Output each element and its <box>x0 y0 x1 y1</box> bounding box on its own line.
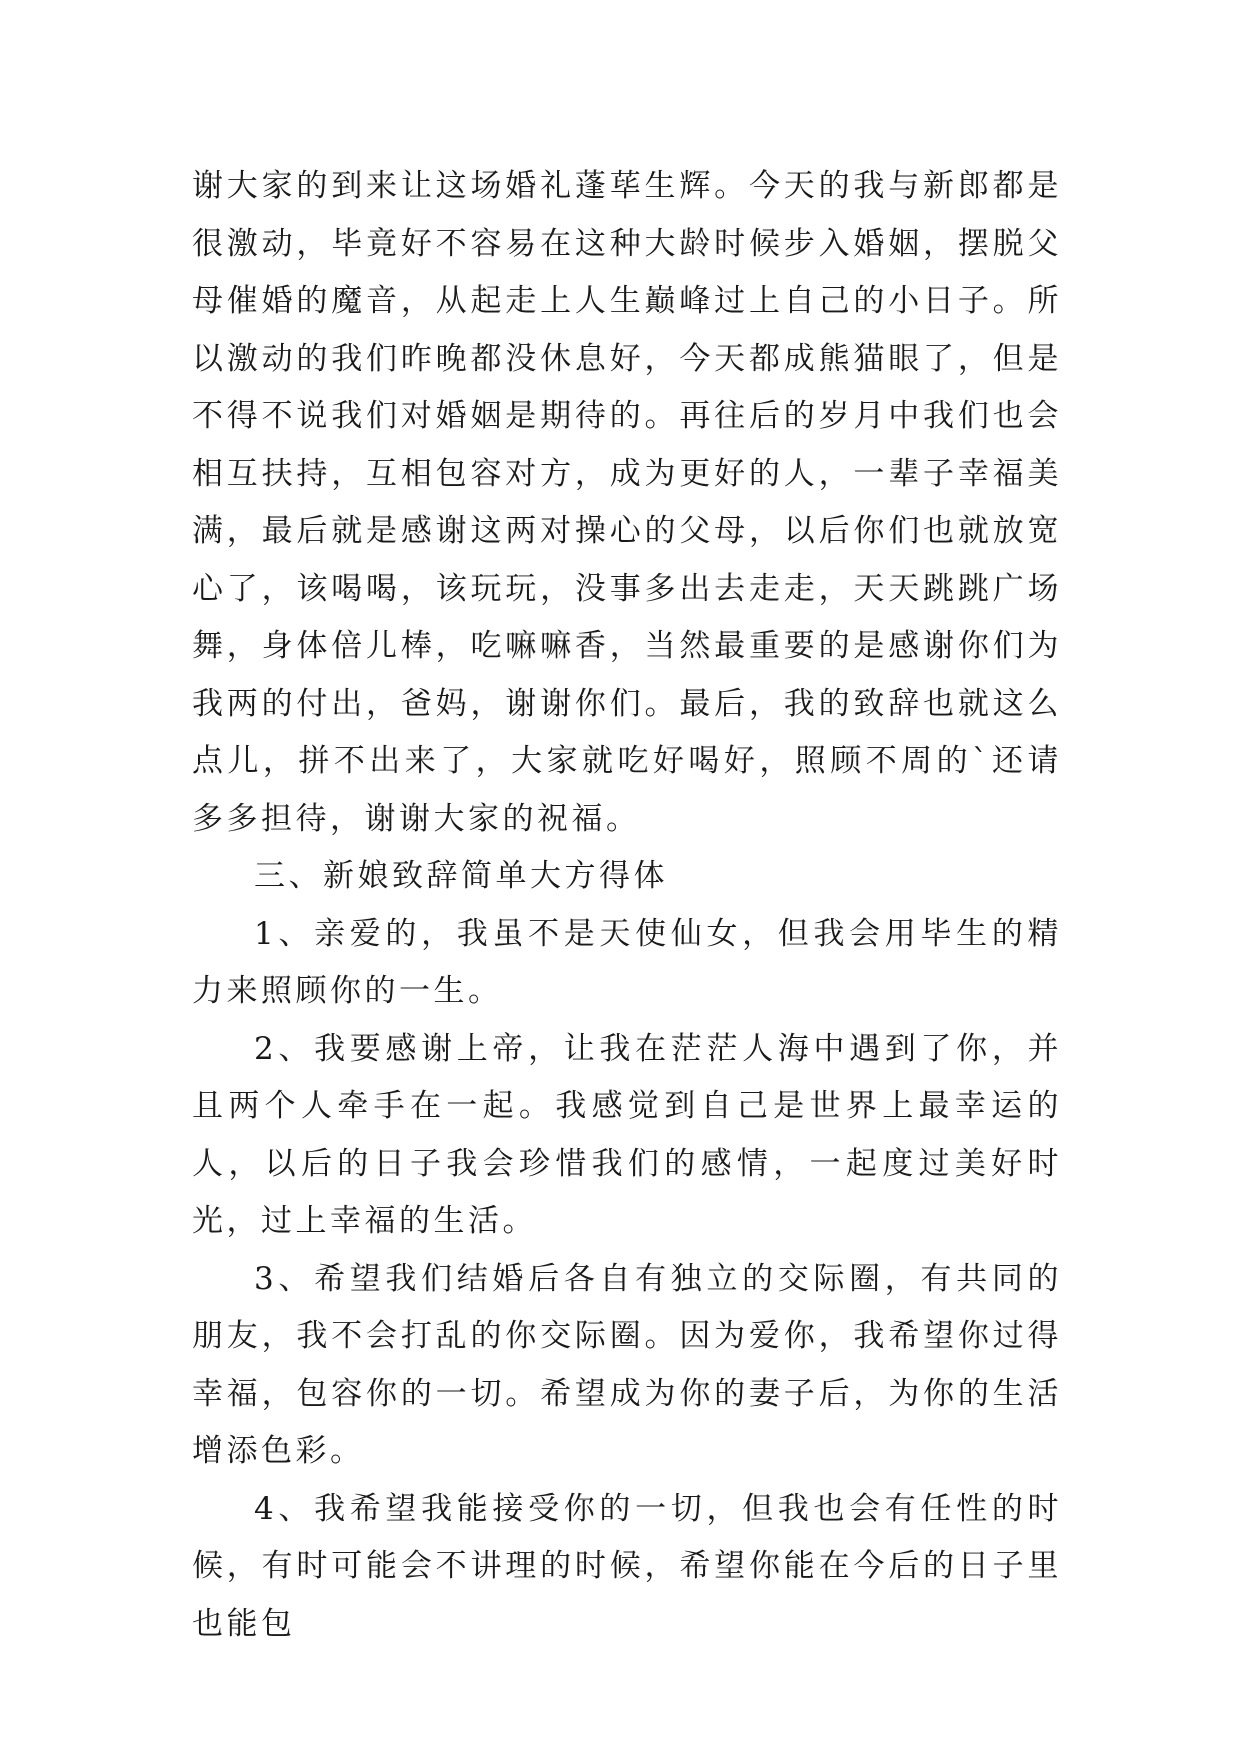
paragraph-item-3: 3、希望我们结婚后各自有独立的交际圈，有共同的朋友，我不会打乱的你交际圈。因为爱你，我希望你过得幸福，包容你的一切。希望成为你的妻子后，为你的生活增添色彩。 <box>192 1260 1062 1469</box>
paragraph-item-2: 2、我要感谢上帝，让我在茫茫人海中遇到了你，并且两个人牵手在一起。我感觉到自己是世界上最幸运的人，以后的日子我会珍惜我们的感情，一起度过美好时光，过上幸福的生活。 <box>192 1030 1062 1239</box>
document-body <box>192 158 1062 1653</box>
paragraph-item-1: 1、亲爱的，我虽不是天使仙女，但我会用毕生的精力来照顾你的一生。 <box>192 915 1062 1009</box>
paragraph-closing-speech: 谢大家的到来让这场婚礼蓬荜生辉。今天的我与新郎都是很激动，毕竟好不容易在这种大龄时候步入婚姻，摆脱父母催婚的魔音，从起走上人生巅峰过上自己的小日子。所以激动的我们昨晚都没休息好，今天都成熊猫眼了，但是不得不说我们对婚姻是期待的。再往后的岁月中我们也会相互扶持，互相包容对方，成为更好的人，一辈子幸福美满，最后就是感谢这两对操心的父母，以后你们也就放宽心了，该喝喝，该玩玩，没事多出去走走，天天跳跳广场舞，身体倍儿棒，吃嘛嘛香，当然最重要的是感谢你们为我两的付出，爸妈，谢谢你们。最后，我的致辞也就这么点儿，拼不出来了，大家就吃好喝好，照顾不周的`还请多多担待，谢谢大家的祝福。 <box>192 168 1062 837</box>
paragraph-item-4: 4、我希望我能接受你的一切，但我也会有任性的时候，有时可能会不讲理的时候，希望你能在今后的日子里也能包 <box>192 1490 1062 1642</box>
section-heading: 三、新娘致辞简单大方得体 <box>254 858 668 894</box>
